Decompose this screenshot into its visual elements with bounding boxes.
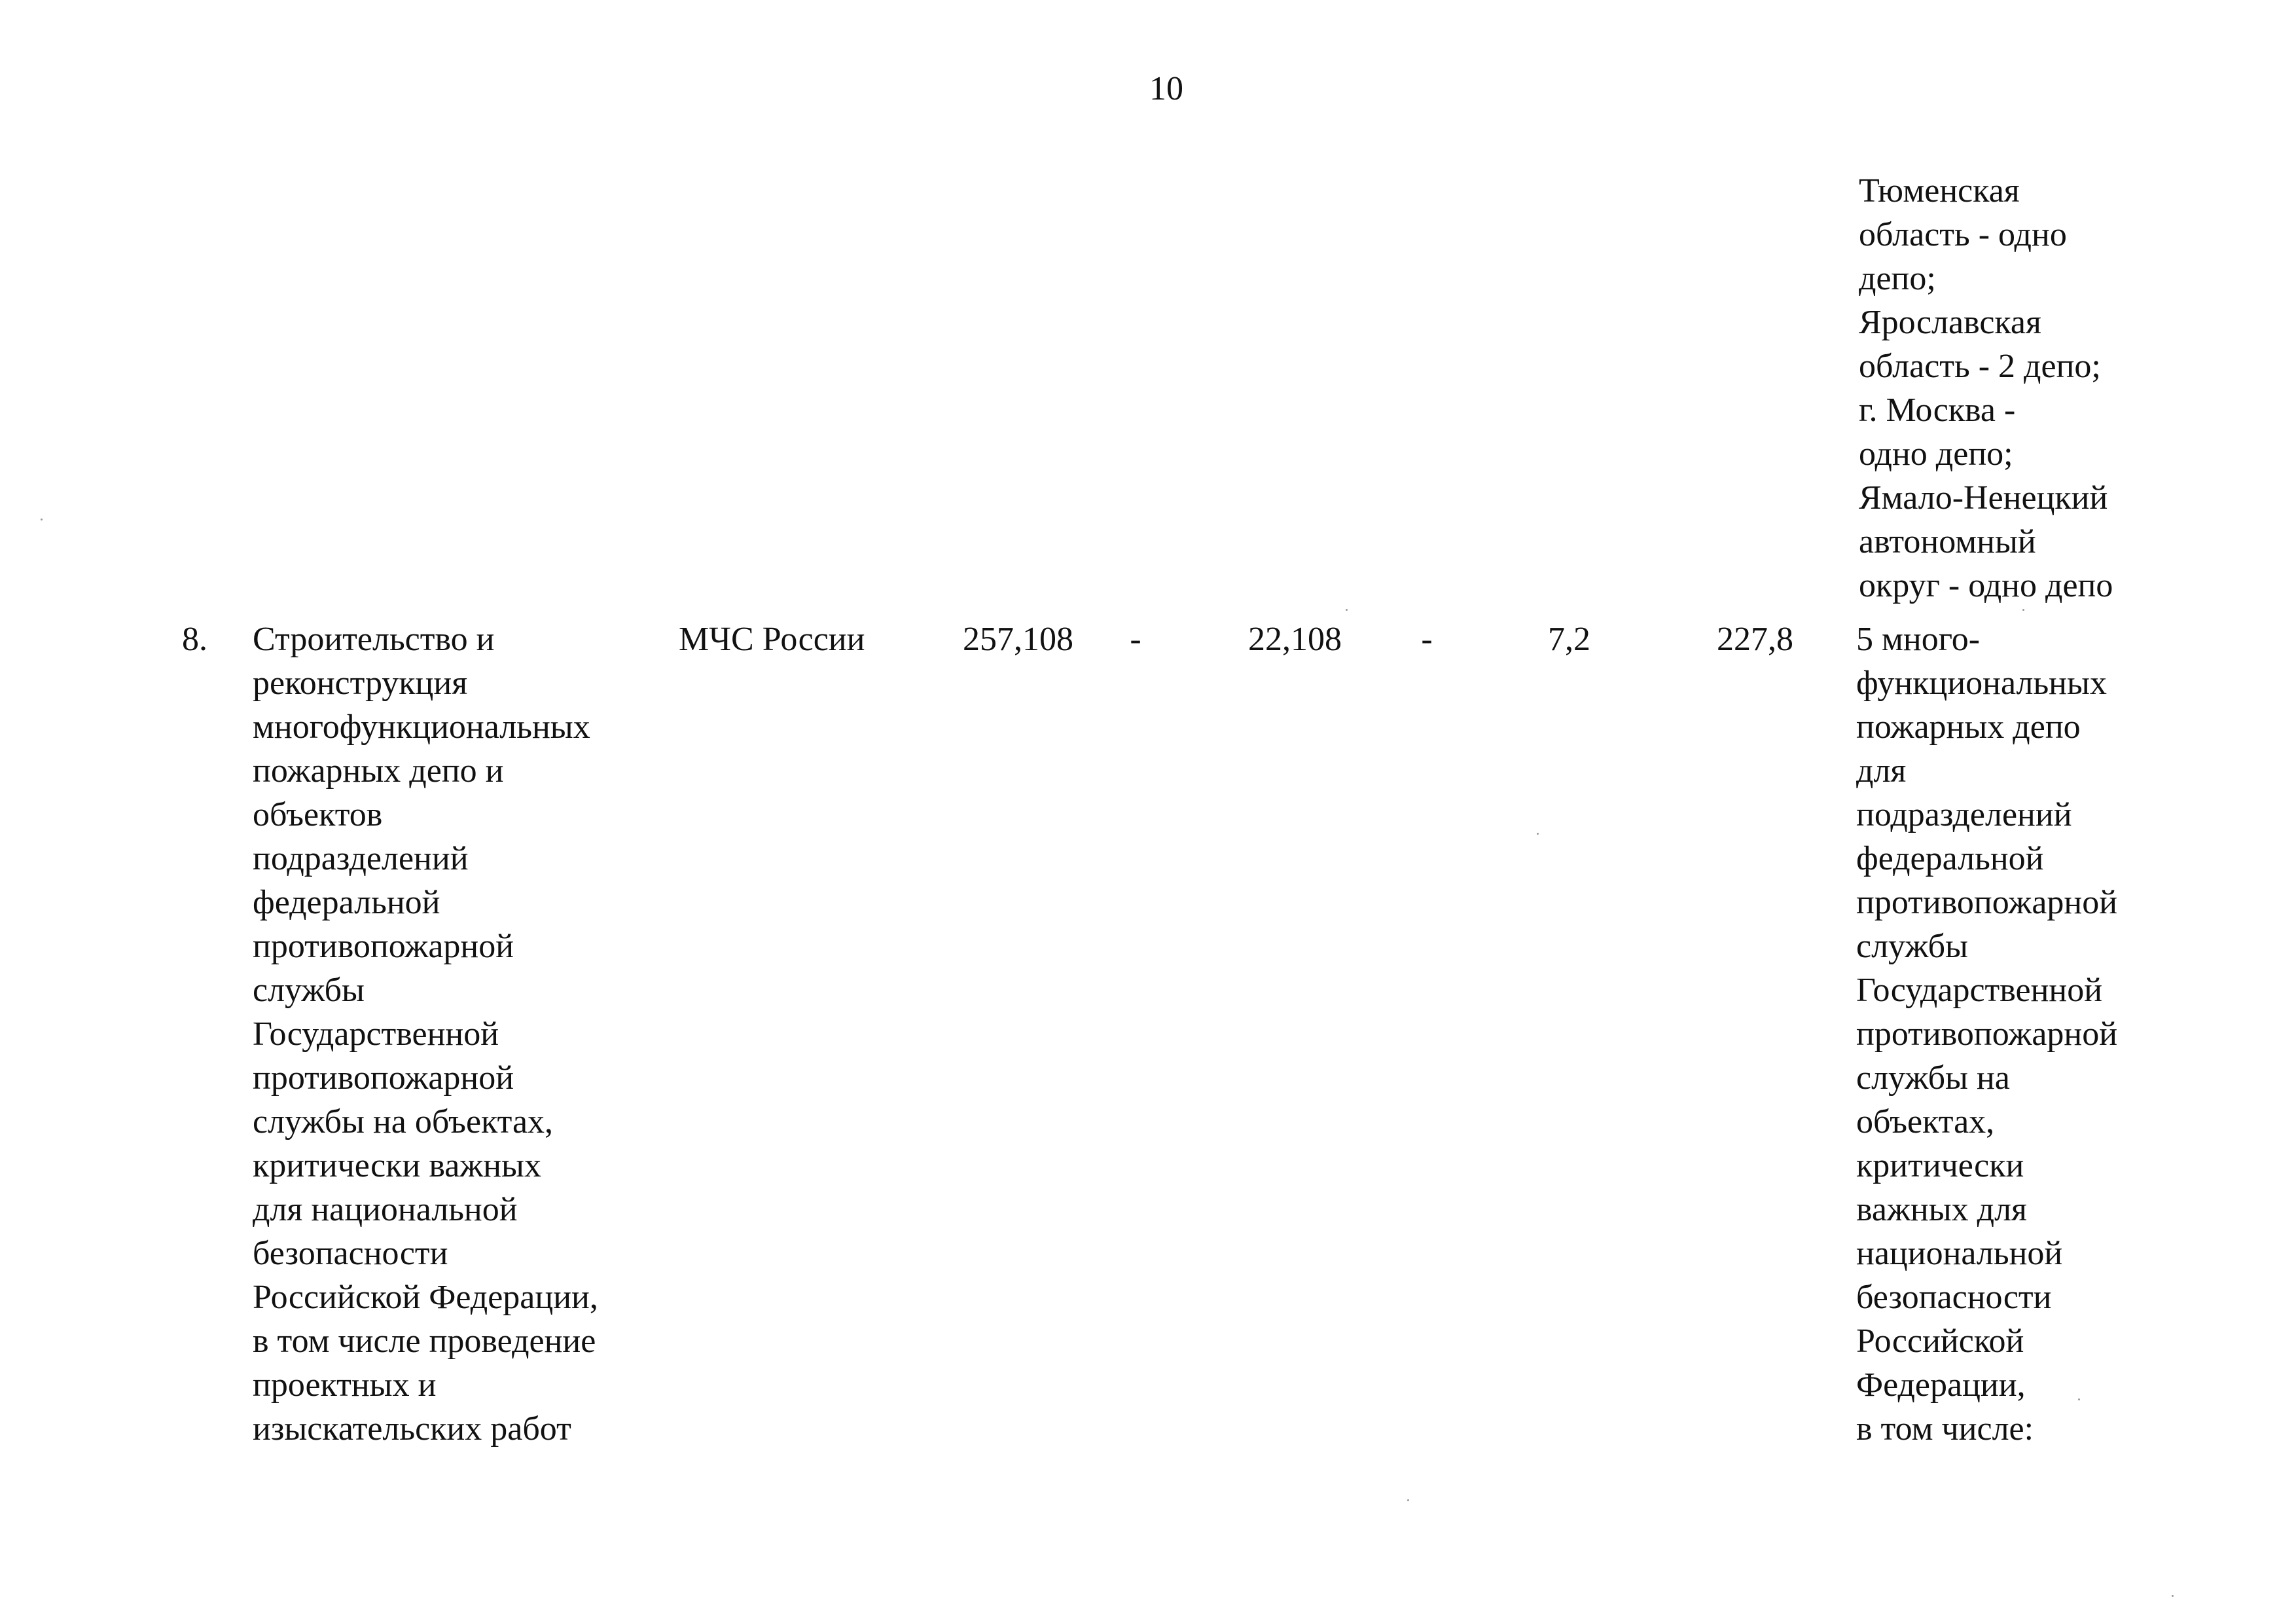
page-number: 10: [1149, 70, 1183, 107]
continuation-result-cell: Тюменская область - одно депо; Ярославская область - 2 депо; г. Москва - одно депо; Ямало-Ненецкий автономный округ - одно депо: [1859, 172, 2113, 604]
scan-speck: [2172, 1595, 2174, 1597]
value-cell-5: 7,2: [1548, 621, 1590, 658]
scan-speck: [41, 519, 43, 520]
row-number: 8.: [182, 621, 207, 658]
value-cell-total: 257,108: [963, 621, 1073, 658]
scan-speck: [2022, 609, 2024, 611]
value-cell-4: -: [1421, 621, 1433, 658]
scan-speck: [1537, 833, 1539, 835]
row-result-cell: 5 много- функциональных пожарных депо для подразделений федеральной противопожарной службы Государственной противопожарной службы на объектах, критически важных для национальной безопасности Российской Федерации, в том числе:: [1856, 621, 2118, 1448]
responsible-executor-cell: МЧС России: [679, 621, 865, 658]
scan-speck: [1407, 1499, 1409, 1501]
scan-speck: [2078, 1398, 2080, 1400]
value-cell-2: -: [1130, 621, 1141, 658]
value-cell-3: 22,108: [1248, 621, 1342, 658]
scan-speck: [1346, 609, 1348, 611]
value-cell-6: 227,8: [1717, 621, 1793, 658]
row-name-cell: Строительство и реконструкция многофункциональных пожарных депо и объектов подразделений федеральной противопожарной службы Государственной противопожарной службы на объектах, критически важных для национальной безопасности Российской Федерации, в том числе проведение проектных и изыскательских работ: [253, 621, 598, 1448]
